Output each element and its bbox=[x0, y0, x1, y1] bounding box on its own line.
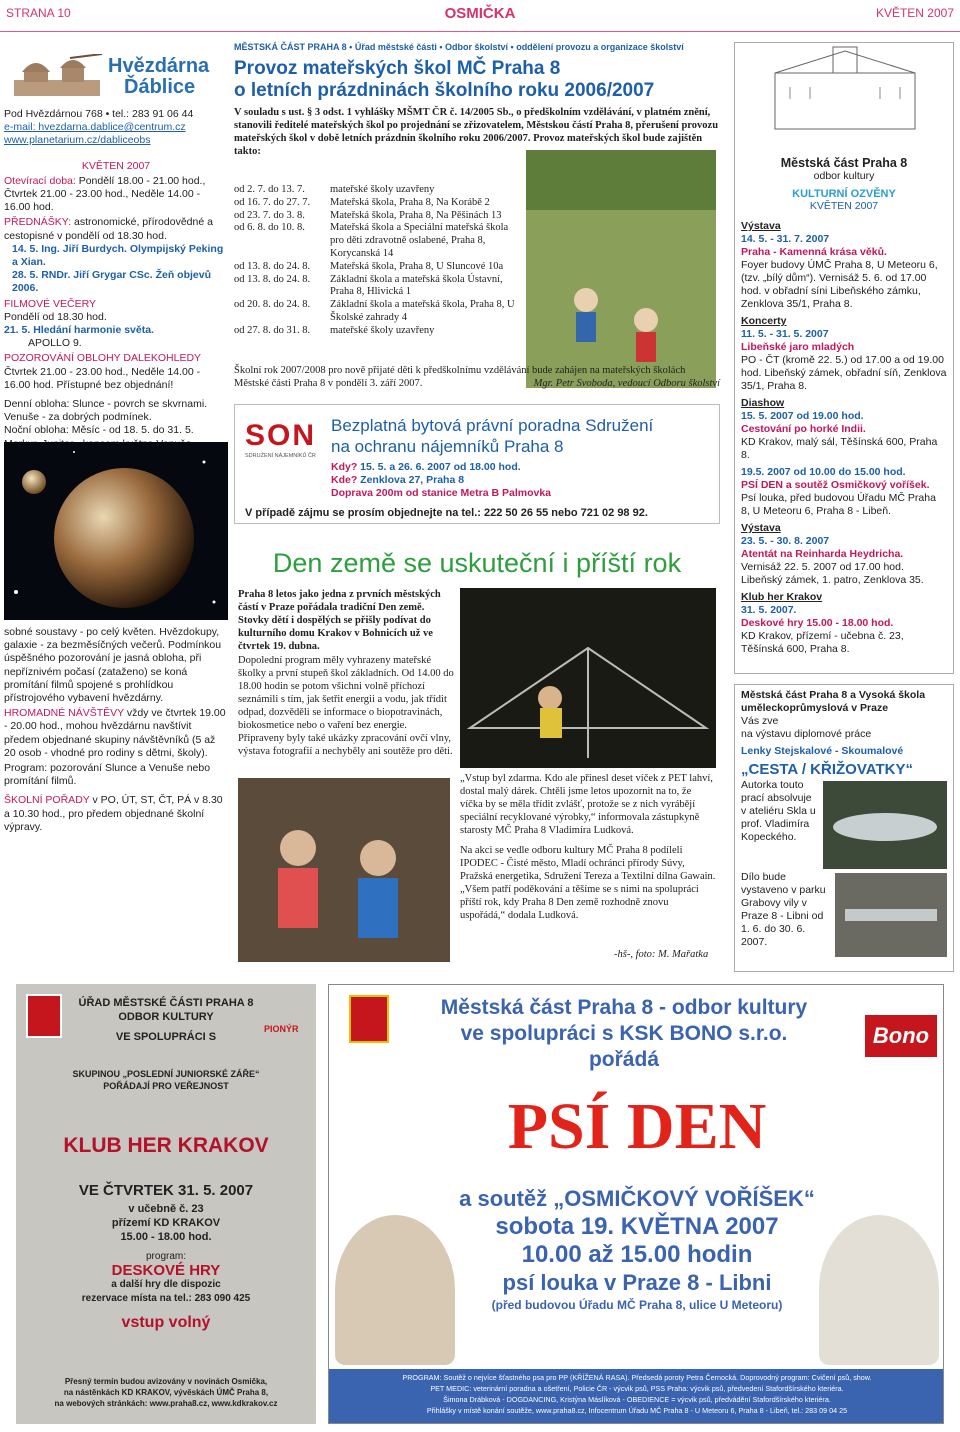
children-photo bbox=[526, 150, 716, 388]
flyer1-footer-1: Přesný termín budou avizovány v novinách Osmička, bbox=[64, 1377, 268, 1386]
flyer2-footer-3: Šimona Drábková - DOGDANCING, Kristýna Máslíková - OBEDIENCE = výcvik psů, předvádění Stafordšírského kteriéra. bbox=[443, 1395, 831, 1404]
culture-subtitle: odbor kultury bbox=[813, 170, 875, 182]
opening-hours: Otevírací doba: Pondělí 18.00 - 21.00 hod., Čtvrtek 21.00 - 23.00 hod., Neděle 14.00 - 16.00 hod. bbox=[4, 174, 206, 214]
flyer1-group-2: POŘÁDAJÍ PRO VEŘEJNOST bbox=[103, 1081, 229, 1091]
schedule-row bbox=[234, 184, 524, 197]
schedule-date: od 27. 8. do 31. 8. bbox=[234, 324, 311, 336]
culture-event-text: KD Krakov, malý sál, Těšínská 600, Praha 8. bbox=[741, 436, 938, 461]
klub-her-flyer bbox=[16, 984, 316, 1424]
culture-event-text: Psí louka, před budovou Úřadu MČ Praha 8, U Meteoru 6, Praha 8 - Libeň. bbox=[741, 492, 936, 517]
schedule-school: Mateřská škola, Praha 8, Na Pěšinách 13 bbox=[330, 209, 502, 221]
telescope-label: POZOROVÁNÍ OBLOHY DALEKOHLEDY bbox=[4, 352, 202, 365]
flyer1-entry: vstup volný bbox=[121, 1314, 211, 1331]
psi-den-flyer bbox=[328, 984, 944, 1424]
magazine-title: OSMIČKA bbox=[444, 5, 516, 22]
son-headline-2: na ochranu nájemníků Praha 8 bbox=[331, 437, 564, 456]
sculpture-photo bbox=[823, 781, 947, 869]
flyer2-line-3: pořádá bbox=[588, 1048, 659, 1071]
exhibition-line-2: Vás zve bbox=[741, 715, 779, 727]
earthday-credit: -hš-, foto: M. Mařatka bbox=[614, 949, 709, 960]
film-1: 21. 5. Hledání harmonie světa. bbox=[4, 324, 154, 337]
page-header bbox=[0, 0, 960, 32]
culture-event-text: Vernisáž 22. 5. 2007 od 17.00 hod. Libeňský zámek, 1. patro, Zenklova 35. bbox=[741, 561, 924, 586]
issue-date: KVĚTEN 2007 bbox=[875, 6, 954, 20]
culture-events bbox=[735, 212, 953, 656]
flyer1-coop: VE SPOLUPRÁCI S bbox=[115, 1031, 217, 1043]
culture-event bbox=[741, 220, 947, 311]
schedule-date: od 13. 8. do 24. 8. bbox=[234, 273, 311, 285]
culture-event-category: Diashow bbox=[741, 397, 785, 409]
culture-event-name: Atentát na Reinharda Heydricha. bbox=[741, 548, 904, 560]
schedule-date: od 2. 7. do 13. 7. bbox=[234, 184, 305, 195]
flyer2-footer-4: Přihlášky v místě konání soutěže, www.praha8.cz, Infocentrum Úřadu MČ Praha 8 - U Meteoru 6, Praha 8 - Libeň, tel.: 283 09 04 25 bbox=[426, 1406, 848, 1415]
schedule-school: Mateřská škola a Speciální mateřská škola pro děti zdravotně oslabené, Praha 8, Korycanská 14 bbox=[330, 222, 509, 259]
earthday-headline: Den země se uskuteční i příští rok bbox=[272, 548, 682, 578]
pionyr-logo-icon: PIONÝR bbox=[264, 1024, 299, 1034]
culture-title: Městská část Praha 8 bbox=[780, 156, 908, 170]
schedule-row bbox=[234, 261, 524, 274]
son-transport: Doprava 200m od stanice Metra B Palmovka bbox=[331, 487, 552, 499]
exhibition-line-3: na výstavu diplomové práce bbox=[741, 728, 872, 740]
film-label: FILMOVÉ VEČERY bbox=[4, 297, 96, 310]
schedule-date: od 6. 8. do 10. 8. bbox=[234, 222, 305, 234]
coat-of-arms-icon bbox=[26, 994, 62, 1038]
flyer2-time: 10.00 až 15.00 hodin bbox=[521, 1241, 753, 1268]
culture-event-date: 23. 5. - 30. 8. 2007 bbox=[741, 535, 830, 547]
culture-event-date: 14. 5. - 31. 7. 2007 bbox=[741, 233, 830, 245]
earthday-article bbox=[234, 588, 720, 972]
culture-event bbox=[741, 397, 947, 462]
schedule-date: od 13. 8. do 24. 8. bbox=[234, 260, 311, 272]
film-2: APOLLO 9. bbox=[28, 337, 82, 350]
planet-image bbox=[4, 442, 228, 620]
earthday-body-1: Dopolední program měly vyhrazeny mateřské školky a první stupeň škol základních. Od 14.00 do 18.00 hodin se potom všichni volně příchozí seznámili s tím, jak šetřit energii a vodu, jak třídit odpad, dozvěděli se informace o biopotravinách, biokosmetice nebo o vaření bez energie. Připraveny byly také ukázky zpracování ovčí vlny, výstava fotografií a nechyběly ani soutěže pro děti. bbox=[238, 655, 454, 757]
culture-event-category: Výstava bbox=[741, 522, 781, 534]
flyer1-footer-3: na webových stránkách: www.praha8.cz, www.kdkrakov.cz bbox=[54, 1399, 278, 1408]
lecture-1: 14. 5. Ing. Jiří Burdych. Olympijský Peking a Xian. bbox=[12, 242, 224, 269]
culture-event-name: Praha - Kamenná krása věků. bbox=[741, 246, 887, 258]
flyer2-place-2: (před budovou Úřadu MČ Praha 8, ulice U Meteoru) bbox=[491, 1298, 783, 1312]
article-headline-1: Provoz mateřských škol MČ Praha 8 bbox=[234, 58, 561, 79]
culture-event-date: 11. 5. - 31. 5. 2007 bbox=[741, 328, 829, 340]
son-logo-icon: SON SDRUŽENÍ NÁJEMNÍKŮ ČR bbox=[245, 419, 317, 459]
kindergarten-article bbox=[234, 42, 720, 389]
flyer1-group-1: SKUPINOU „POSLEDNÍ JUNIORSKÉ ZÁŘE“ bbox=[72, 1069, 260, 1079]
culture-event bbox=[741, 522, 947, 587]
culture-event-name: Cestování po horké Indii. bbox=[741, 423, 866, 435]
schedule-table bbox=[234, 184, 524, 338]
dog-photo-right bbox=[819, 1215, 939, 1365]
observatory-continued: sobné soustavy - po celý květen. Hvězdokupy, galaxie - za bezměsíčných večerů. Podmínkou úspěšného pozorování je jasná obloha, při nepříznivém počasí (zataženo) se koná promítání filmů spojené s prohlídkou přístrojového vybavení hvězdárny. bbox=[4, 626, 222, 705]
earthday-body-2: „Vstup byl zdarma. Kdo ale přinesl deset víček z PET lahví, dostal malý dárek. Chtěli jsme letos upozornit na to, že víčka by se měla třídit zvlášť, protože se z nich vyrábějí speciální recyklované výrobky,“ informovala zástupkyně starosty MČ Praha 8 Vladimíra Ludková. bbox=[460, 773, 713, 836]
earthday-photo-1 bbox=[460, 588, 716, 768]
culture-event bbox=[741, 315, 947, 393]
flyer1-org-2: ODBOR KULTURY bbox=[118, 1011, 214, 1023]
flyer1-room-1: v učebně č. 23 bbox=[128, 1203, 204, 1215]
son-when: Kdy? 15. 5. a 26. 6. 2007 od 18.00 hod. bbox=[331, 461, 521, 473]
exhibition-line-1: Městská část Praha 8 a Vysoká škola uměleckoprůmyslová v Praze bbox=[741, 689, 926, 714]
culture-event-name: PSÍ DEN a soutěž Osmičkový voříšek. bbox=[741, 479, 930, 491]
schedule-date: od 23. 7. do 3. 8. bbox=[234, 209, 305, 221]
earthday-lead: Praha 8 letos jako jedna z prvních městských částí v Praze pořádala tradiční Den země. Stovky dětí i dospělých se přišly podívat do kulturního domu Krakov v Bohnicích už ve čtvrtek 19. dubna. bbox=[238, 589, 441, 652]
coat-of-arms-icon bbox=[349, 995, 389, 1043]
flyer2-big-title: PSÍ DEN bbox=[507, 1090, 767, 1163]
article-intro: V souladu s ust. § 3 odst. 1 vyhlášky MŠMT ČR č. 14/2005 Sb., o předškolním vzdělávání, v platném znění, stanovili ředitelé mateřských škol po projednání se zřizovatelem, Městskou částí Praha 8, přerušení provozu mateřských škol v době letních prázdnin školního roku 2006/2007. Provoz mateřských škol bude zajištěn takto: bbox=[234, 107, 719, 157]
schedule-school: Mateřská škola, Praha 8, Na Korábě 2 bbox=[330, 196, 490, 208]
flyer1-date: VE ČTVRTEK 31. 5. 2007 bbox=[78, 1182, 254, 1199]
lectures: PŘEDNÁŠKY: astronomické, přírodovědné a cestopisné v pondělí od 18.30 hod. bbox=[4, 216, 213, 242]
culture-event bbox=[741, 591, 947, 656]
flyer2-footer-1: PROGRAM: Soutěž o nejvíce šťastného psa pro PP (KŘÍŽENÁ RASA). Předsedá poroty Petra Černocká. Doprovodný program: Cvičení psů, show. bbox=[402, 1373, 872, 1382]
culture-event bbox=[741, 466, 947, 518]
observatory-address: Pod Hvězdárnou 768 • tel.: 283 91 06 44 bbox=[4, 108, 194, 120]
observatory-title: Hvězdárna Ďáblice bbox=[108, 55, 210, 98]
school-programs: ŠKOLNÍ POŘADY v PO, ÚT, ST, ČT, PÁ v 8.30 a 10.30 hod., pro předem objednané školní výpravy. bbox=[4, 794, 223, 833]
schedule-school: mateřské školy uzavřeny bbox=[330, 324, 435, 336]
program-note-2: Program: pozorování Slunce a Venuše nebo promítání filmů. bbox=[4, 762, 211, 788]
culture-event-category: Klub her Krakov bbox=[741, 591, 823, 603]
son-where: Kde? Zenklova 27, Praha 8 bbox=[331, 474, 465, 486]
culture-event-date: 15. 5. 2007 od 19.00 hod. bbox=[741, 410, 864, 422]
flyer1-program: DESKOVÉ HRY bbox=[111, 1262, 221, 1279]
exhibition-author: Lenky Stejskalové - Skoumalové bbox=[741, 745, 904, 757]
earthday-body-3: Na akci se vedle odboru kultury MČ Praha 8 podíleli IPODEC - Čisté město, Mladí ochránci přírody Súvy, Pražská energetika, Sdružení Tereza a Textilní dílna Gawain. „Všem patří poděkování a těšíme se s nimi na spolupráci příští rok, kdy Praha 8 Den země rozhodně znovu uspořádá,“ dodala Ludková. bbox=[460, 845, 716, 921]
observatory-column bbox=[4, 42, 228, 972]
dog-photo-left bbox=[335, 1215, 455, 1365]
day-sky: Denní obloha: Slunce - povrch se skvrnami. Venuše - za dobrých podmínek. bbox=[4, 398, 208, 424]
culture-box bbox=[734, 42, 954, 674]
flyer1-reserve-2: rezervace místa na tel.: 283 090 425 bbox=[81, 1293, 251, 1304]
lecture-2: 28. 5. RNDr. Jiří Grygar CSc. Žeň objevů 2006. bbox=[12, 269, 211, 295]
night-sky: Noční obloha: Měsíc - od 18. 5. do 31. 5. bbox=[4, 424, 194, 437]
schedule-school: Základní škola a mateřská škola, Praha 8, U Školské zahrady 4 bbox=[330, 299, 515, 323]
observatory-web[interactable]: www.planetarium.cz/dabliceobs bbox=[4, 134, 151, 147]
schedule-row bbox=[234, 222, 524, 260]
culture-month: KVĚTEN 2007 bbox=[809, 200, 879, 212]
exhibition-text-1: Autorka touto prací absolvuje v ateliéru Skla u prof. Vladimíra Kopeckého. bbox=[741, 779, 816, 843]
schedule-row bbox=[234, 274, 524, 300]
flyer1-room-2: přízemí KD KRAKOV bbox=[111, 1217, 221, 1229]
telescope-time: Čtvrtek 21.00 - 23.00 hod., Neděle 14.00 - 16.00 hod. Přístupné bez objednání! bbox=[4, 365, 201, 391]
schedule-school: mateřské školy uzavřeny bbox=[330, 184, 435, 195]
bono-logo-icon: Bono bbox=[865, 1015, 937, 1057]
son-contact: V případě zájmu se prosím objednejte na tel.: 222 50 26 55 nebo 721 02 98 92. bbox=[245, 507, 648, 519]
page-number: STRANA 10 bbox=[6, 6, 71, 20]
flyer2-contest: a soutěž „OSMIČKOVÝ VOŘÍŠEK“ bbox=[459, 1186, 815, 1211]
observatory-logo-icon bbox=[10, 54, 106, 100]
culture-event-text: PO - ČT (kromě 22. 5.) od 17.00 a od 19.00 hod. Libeňský zámek, obřadní síň, Zenklova 35/1, Praha 8. bbox=[741, 354, 947, 392]
culture-event-name: Deskové hry 15.00 - 18.00 hod. bbox=[741, 617, 894, 629]
flyer1-program-label: program: bbox=[145, 1251, 186, 1262]
flyer2-place-1: psí louka v Praze 8 - Libni bbox=[502, 1270, 772, 1295]
schedule-row bbox=[234, 197, 524, 210]
flyer2-date: sobota 19. KVĚTNA 2007 bbox=[495, 1213, 779, 1240]
schedule-row bbox=[234, 325, 524, 338]
flyer2-line-2: ve spolupráci s KSK BONO s.r.o. bbox=[460, 1022, 788, 1045]
culture-event-text: KD Krakov, přízemí - učebna č. 23, Těšínská 600, Praha 8. bbox=[741, 630, 904, 655]
flyer1-club: KLUB HER KRAKOV bbox=[63, 1134, 269, 1157]
culture-event-date: 19.5. 2007 od 10.00 do 15.00 hod. bbox=[741, 466, 906, 478]
exhibition-box bbox=[734, 684, 954, 972]
culture-event-category: Výstava bbox=[741, 220, 781, 232]
article-footer: Školní rok 2007/2008 pro nově přijaté děti k předškolnímu vzdělávání bude zahájen na mateřských školách Městské části Praha 8 v pondělí 3. září 2007. Mgr. Petr Svoboda, vedoucí Odboru školství bbox=[234, 365, 720, 389]
schedule-date: od 16. 7. do 27. 7. bbox=[234, 196, 311, 208]
earthday-photo-2 bbox=[238, 778, 450, 962]
culture-heading: KULTURNÍ OZVĚNY bbox=[792, 188, 896, 200]
culture-event-category: Koncerty bbox=[741, 315, 787, 327]
schedule-row bbox=[234, 210, 524, 223]
son-headline-1: Bezplatná bytová právní poradna Sdružení bbox=[331, 416, 654, 435]
exhibition-title: „CESTA / KŘIŽOVATKY“ bbox=[741, 761, 913, 778]
exhibition-text-2: Dílo bude vystaveno v parku Grabovy vily v Praze 8 - Libni od 1. 6. do 30. 6. 2007. bbox=[741, 871, 826, 948]
article-kicker: MĚSTSKÁ ČÁST PRAHA 8 • Úřad městské části • Odbor školství • oddělení provozu a organizace školství bbox=[234, 42, 684, 52]
flyer1-reserve-1: a další hry dle dispozic bbox=[111, 1279, 221, 1290]
culture-event-date: 31. 5. 2007. bbox=[741, 604, 797, 616]
son-advertisement bbox=[234, 404, 720, 524]
observatory-email[interactable]: e-mail: hvezdarna.dablice@centrum.cz bbox=[4, 121, 186, 134]
flyer1-org-1: ÚŘAD MĚSTSKÉ ČÁSTI PRAHA 8 bbox=[78, 997, 254, 1009]
flyer2-footer-2: PET MEDIC: veterinární poradna a ošetření, Policie ČR - výcvik psů, PSS Praha: výcvik psů, předvedení Stafordšírského kteriéra. bbox=[430, 1384, 844, 1393]
film-time: Pondělí od 18.30 hod. bbox=[4, 310, 107, 323]
schedule-school: Základní škola a mateřská škola Ústavní, Praha 8, Hlivická 1 bbox=[330, 273, 503, 298]
sculpture-photo-2 bbox=[835, 873, 947, 957]
flyer1-footer-2: na nástěnkách KD KRAKOV, vývěskách ÚMČ Praha 8, bbox=[63, 1388, 269, 1397]
castle-illustration-icon bbox=[735, 43, 953, 135]
schedule-date: od 20. 8. do 24. 8. bbox=[234, 299, 311, 311]
culture-event-name: Libeňské jaro mladých bbox=[741, 341, 855, 353]
schedule-school: Mateřská škola, Praha 8, U Sluncové 10a bbox=[330, 260, 504, 272]
observatory-month: KVĚTEN 2007 bbox=[81, 159, 151, 172]
article-headline-2: o letních prázdninách školního roku 2006/2007 bbox=[234, 80, 655, 101]
flyer2-line-1: Městská část Praha 8 - odbor kultury bbox=[440, 996, 808, 1019]
schedule-row bbox=[234, 299, 524, 325]
culture-event-text: Foyer budovy ÚMČ Praha 8, U Meteoru 6, (tzv. „bílý dům“). Vernisáž 5. 6. od 17.00 hod. v obřadní síni Libeňského zámku, Zenklova 35/1, Praha 8. bbox=[741, 259, 938, 310]
group-visits: HROMADNÉ NÁVŠTĚVY vždy ve čtvrtek 19.00 - 20.00 hod., mohou hvězdárnu navštívit předem objednané skupiny návštěvníků (5 až 20 osob - vhodné pro rodiny s dětmi, školy). bbox=[4, 707, 226, 759]
flyer1-time: 15.00 - 18.00 hod. bbox=[120, 1231, 212, 1243]
